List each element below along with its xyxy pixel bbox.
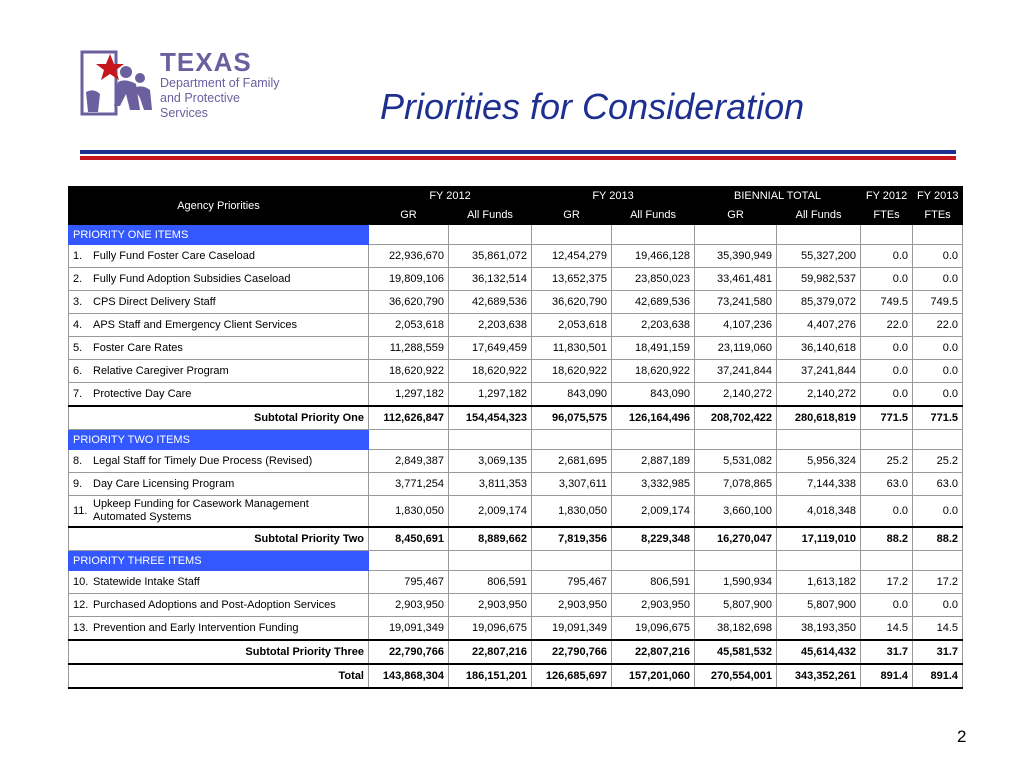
value-cell: 0.0 — [913, 594, 963, 617]
total-value: 186,151,201 — [449, 664, 532, 688]
value-cell: 36,620,790 — [369, 291, 449, 314]
value-cell: 0.0 — [861, 268, 913, 291]
value-cell: 7,078,865 — [695, 473, 777, 496]
value-cell: 0.0 — [861, 337, 913, 360]
section-heading-row — [69, 551, 963, 571]
value-cell: 36,132,514 — [449, 268, 532, 291]
item-number: 3. — [73, 296, 83, 308]
value-cell: 0.0 — [913, 245, 963, 268]
item-label: Protective Day Care — [93, 388, 192, 400]
item-label-cell — [69, 571, 369, 594]
item-label-cell — [69, 450, 369, 473]
value-cell: 0.0 — [861, 245, 913, 268]
value-cell: 2,140,272 — [777, 383, 861, 407]
header-gr: GR — [369, 206, 449, 225]
value-cell: 35,390,949 — [695, 245, 777, 268]
item-label: Foster Care Rates — [93, 342, 183, 354]
table-row — [69, 245, 963, 268]
total-value: 270,554,001 — [695, 664, 777, 688]
value-cell: 19,091,349 — [532, 617, 612, 641]
section-blank-cell — [913, 430, 963, 450]
page-number: 2 — [957, 727, 967, 746]
table-row — [69, 383, 963, 407]
item-label: Statewide Intake Staff — [93, 576, 200, 588]
section-blank-cell — [612, 551, 695, 571]
total-value: 891.4 — [861, 664, 913, 688]
header-all-funds: All Funds — [449, 206, 532, 225]
value-cell: 5,807,900 — [695, 594, 777, 617]
total-value: 891.4 — [913, 664, 963, 688]
item-label-cell — [69, 594, 369, 617]
subtotal-value: 22,790,766 — [369, 640, 449, 664]
value-cell: 0.0 — [913, 337, 963, 360]
logo-line-3: and Protective Services — [160, 91, 240, 120]
item-number: 8. — [73, 455, 83, 467]
value-cell: 42,689,536 — [612, 291, 695, 314]
item-label-cell — [69, 268, 369, 291]
item-label-cell — [69, 337, 369, 360]
dfps-logo — [80, 48, 290, 120]
section-blank-cell — [449, 551, 532, 571]
value-cell: 3,811,353 — [449, 473, 532, 496]
item-label: Legal Staff for Timely Due Process (Revised) — [93, 455, 313, 467]
value-cell: 14.5 — [913, 617, 963, 641]
logo-line-2: Department of Family — [160, 76, 280, 90]
value-cell: 2,903,950 — [612, 594, 695, 617]
value-cell: 2,903,950 — [369, 594, 449, 617]
value-cell: 37,241,844 — [777, 360, 861, 383]
value-cell: 0.0 — [861, 496, 913, 528]
value-cell: 38,193,350 — [777, 617, 861, 641]
subtotal-row — [69, 406, 963, 430]
value-cell: 2,203,638 — [612, 314, 695, 337]
value-cell: 7,144,338 — [777, 473, 861, 496]
subtotal-value: 22,807,216 — [612, 640, 695, 664]
table-row — [69, 496, 963, 528]
header-biennial-total: BIENNIAL TOTAL — [695, 187, 861, 206]
value-cell: 806,591 — [449, 571, 532, 594]
section-blank-cell — [612, 225, 695, 245]
table-row — [69, 450, 963, 473]
value-cell: 4,407,276 — [777, 314, 861, 337]
value-cell: 1,297,182 — [449, 383, 532, 407]
section-blank-cell — [777, 225, 861, 245]
subtotal-value: 22,807,216 — [449, 640, 532, 664]
value-cell: 2,887,189 — [612, 450, 695, 473]
section-blank-cell — [532, 430, 612, 450]
table-row — [69, 473, 963, 496]
subtotal-value: 45,614,432 — [777, 640, 861, 664]
value-cell: 85,379,072 — [777, 291, 861, 314]
logo-line-1: TEXAS — [160, 47, 252, 77]
value-cell: 1,590,934 — [695, 571, 777, 594]
subtotal-value: 8,229,348 — [612, 527, 695, 551]
header-agency-priorities: Agency Priorities — [69, 187, 369, 225]
value-cell: 59,982,537 — [777, 268, 861, 291]
value-cell: 3,069,135 — [449, 450, 532, 473]
subtotal-value: 17,119,010 — [777, 527, 861, 551]
value-cell: 2,903,950 — [532, 594, 612, 617]
item-label: Fully Fund Foster Care Caseload — [93, 250, 256, 262]
item-label: Purchased Adoptions and Post-Adoption Services — [93, 599, 336, 611]
section-heading: PRIORITY ONE ITEMS — [69, 225, 369, 245]
item-label: Prevention and Early Intervention Funding — [93, 622, 299, 634]
section-blank-cell — [861, 551, 913, 571]
value-cell: 17.2 — [861, 571, 913, 594]
value-cell: 18,491,159 — [612, 337, 695, 360]
item-number: 2. — [73, 273, 83, 285]
header-all-funds: All Funds — [612, 206, 695, 225]
section-blank-cell — [913, 225, 963, 245]
subtotal-row — [69, 527, 963, 551]
value-cell: 2,203,638 — [449, 314, 532, 337]
value-cell: 3,660,100 — [695, 496, 777, 528]
total-value: 126,685,697 — [532, 664, 612, 688]
item-label-cell — [69, 314, 369, 337]
value-cell: 19,809,106 — [369, 268, 449, 291]
subtotal-value: 31.7 — [861, 640, 913, 664]
value-cell: 2,903,950 — [449, 594, 532, 617]
section-blank-cell — [369, 225, 449, 245]
value-cell: 22.0 — [861, 314, 913, 337]
item-number: 4. — [73, 319, 83, 331]
item-label-cell — [69, 245, 369, 268]
value-cell: 17.2 — [913, 571, 963, 594]
value-cell: 25.2 — [861, 450, 913, 473]
value-cell: 36,620,790 — [532, 291, 612, 314]
section-blank-cell — [777, 430, 861, 450]
table-row — [69, 571, 963, 594]
value-cell: 795,467 — [532, 571, 612, 594]
value-cell: 4,107,236 — [695, 314, 777, 337]
section-blank-cell — [369, 430, 449, 450]
table-row — [69, 360, 963, 383]
header-fy2013: FY 2013 — [532, 187, 695, 206]
subtotal-value: 126,164,496 — [612, 406, 695, 430]
header-ftes: FTEs — [913, 206, 963, 225]
section-blank-cell — [777, 551, 861, 571]
header-fy2013-fte: FY 2013 — [913, 187, 963, 206]
value-cell: 1,830,050 — [532, 496, 612, 528]
header-gr: GR — [695, 206, 777, 225]
section-blank-cell — [449, 430, 532, 450]
value-cell: 1,830,050 — [369, 496, 449, 528]
value-cell: 11,288,559 — [369, 337, 449, 360]
value-cell: 17,649,459 — [449, 337, 532, 360]
item-label: APS Staff and Emergency Client Services — [93, 319, 298, 331]
subtotal-value: 280,618,819 — [777, 406, 861, 430]
subtotal-label: Subtotal Priority Two — [69, 527, 369, 551]
value-cell: 0.0 — [913, 496, 963, 528]
table-header-row-1 — [69, 187, 963, 206]
section-blank-cell — [913, 551, 963, 571]
value-cell: 0.0 — [913, 268, 963, 291]
total-label: Total — [69, 664, 369, 688]
subtotal-value: 22,790,766 — [532, 640, 612, 664]
value-cell: 36,140,618 — [777, 337, 861, 360]
value-cell: 35,861,072 — [449, 245, 532, 268]
section-blank-cell — [861, 225, 913, 245]
value-cell: 2,009,174 — [612, 496, 695, 528]
value-cell: 55,327,200 — [777, 245, 861, 268]
total-value: 343,352,261 — [777, 664, 861, 688]
value-cell: 73,241,580 — [695, 291, 777, 314]
value-cell: 749.5 — [861, 291, 913, 314]
value-cell: 18,620,922 — [449, 360, 532, 383]
item-label-cell — [69, 360, 369, 383]
value-cell: 843,090 — [532, 383, 612, 407]
subtotal-label: Subtotal Priority Three — [69, 640, 369, 664]
table-row — [69, 314, 963, 337]
value-cell: 42,689,536 — [449, 291, 532, 314]
value-cell: 749.5 — [913, 291, 963, 314]
subtotal-value: 31.7 — [913, 640, 963, 664]
title-rule-red — [80, 156, 956, 160]
item-label: Upkeep Funding for Casework Management Automated Systems — [93, 498, 309, 523]
value-cell: 63.0 — [861, 473, 913, 496]
item-label-cell — [69, 383, 369, 407]
header-ftes: FTEs — [861, 206, 913, 225]
value-cell: 23,850,023 — [612, 268, 695, 291]
section-blank-cell — [695, 430, 777, 450]
value-cell: 2,849,387 — [369, 450, 449, 473]
subtotal-value: 8,450,691 — [369, 527, 449, 551]
item-label: Day Care Licensing Program — [93, 478, 235, 490]
total-row — [69, 664, 963, 688]
value-cell: 3,771,254 — [369, 473, 449, 496]
subtotal-value: 96,075,575 — [532, 406, 612, 430]
value-cell: 19,096,675 — [612, 617, 695, 641]
item-number: 10. — [73, 576, 89, 588]
item-label-cell — [69, 473, 369, 496]
subtotal-value: 112,626,847 — [369, 406, 449, 430]
value-cell: 2,681,695 — [532, 450, 612, 473]
value-cell: 13,652,375 — [532, 268, 612, 291]
value-cell: 5,956,324 — [777, 450, 861, 473]
value-cell: 11,830,501 — [532, 337, 612, 360]
item-number: 13. — [73, 622, 89, 634]
priorities-table — [68, 186, 963, 689]
subtotal-value: 16,270,047 — [695, 527, 777, 551]
section-blank-cell — [612, 430, 695, 450]
value-cell: 3,332,985 — [612, 473, 695, 496]
value-cell: 0.0 — [861, 594, 913, 617]
value-cell: 795,467 — [369, 571, 449, 594]
item-number: 11. — [73, 504, 88, 517]
section-blank-cell — [861, 430, 913, 450]
header-gr: GR — [532, 206, 612, 225]
table-row — [69, 617, 963, 641]
section-heading-row — [69, 430, 963, 450]
value-cell: 0.0 — [861, 383, 913, 407]
subtotal-value: 88.2 — [913, 527, 963, 551]
item-label: Fully Fund Adoption Subsidies Caseload — [93, 273, 291, 285]
total-value: 157,201,060 — [612, 664, 695, 688]
table-row — [69, 337, 963, 360]
value-cell: 14.5 — [861, 617, 913, 641]
value-cell: 19,096,675 — [449, 617, 532, 641]
subtotal-value: 45,581,532 — [695, 640, 777, 664]
value-cell: 33,461,481 — [695, 268, 777, 291]
item-label: CPS Direct Delivery Staff — [93, 296, 216, 308]
table-row — [69, 268, 963, 291]
section-heading-row — [69, 225, 963, 245]
section-blank-cell — [695, 225, 777, 245]
value-cell: 18,620,922 — [369, 360, 449, 383]
value-cell: 2,009,174 — [449, 496, 532, 528]
header-fy2012: FY 2012 — [369, 187, 532, 206]
value-cell: 2,140,272 — [695, 383, 777, 407]
subtotal-label: Subtotal Priority One — [69, 406, 369, 430]
value-cell: 2,053,618 — [369, 314, 449, 337]
section-blank-cell — [369, 551, 449, 571]
value-cell: 23,119,060 — [695, 337, 777, 360]
dfps-logo-mark — [80, 48, 158, 120]
section-blank-cell — [532, 225, 612, 245]
item-number: 7. — [73, 388, 83, 400]
subtotal-value: 154,454,323 — [449, 406, 532, 430]
subtotal-value: 88.2 — [861, 527, 913, 551]
header-fy2012-fte: FY 2012 — [861, 187, 913, 206]
item-number: 1. — [73, 250, 83, 262]
item-label-cell — [69, 617, 369, 641]
item-number: 6. — [73, 365, 83, 377]
value-cell: 1,297,182 — [369, 383, 449, 407]
page-title: Priorities for Consideration — [380, 86, 805, 127]
item-label-cell — [69, 291, 369, 314]
table-row — [69, 594, 963, 617]
section-blank-cell — [449, 225, 532, 245]
value-cell: 4,018,348 — [777, 496, 861, 528]
item-number: 9. — [73, 478, 83, 490]
value-cell: 19,466,128 — [612, 245, 695, 268]
value-cell: 806,591 — [612, 571, 695, 594]
subtotal-value: 7,819,356 — [532, 527, 612, 551]
subtotal-value: 8,889,662 — [449, 527, 532, 551]
value-cell: 63.0 — [913, 473, 963, 496]
value-cell: 22,936,670 — [369, 245, 449, 268]
value-cell: 5,807,900 — [777, 594, 861, 617]
subtotal-value: 771.5 — [913, 406, 963, 430]
section-blank-cell — [695, 551, 777, 571]
value-cell: 0.0 — [861, 360, 913, 383]
section-heading: PRIORITY THREE ITEMS — [69, 551, 369, 571]
item-number: 5. — [73, 342, 83, 354]
subtotal-value: 208,702,422 — [695, 406, 777, 430]
value-cell: 19,091,349 — [369, 617, 449, 641]
section-heading: PRIORITY TWO ITEMS — [69, 430, 369, 450]
table-row — [69, 291, 963, 314]
subtotal-value: 771.5 — [861, 406, 913, 430]
value-cell: 0.0 — [913, 360, 963, 383]
value-cell: 1,613,182 — [777, 571, 861, 594]
item-number: 12. — [73, 599, 89, 611]
value-cell: 18,620,922 — [612, 360, 695, 383]
value-cell: 22.0 — [913, 314, 963, 337]
item-label: Relative Caregiver Program — [93, 365, 229, 377]
value-cell: 12,454,279 — [532, 245, 612, 268]
value-cell: 5,531,082 — [695, 450, 777, 473]
item-label-cell — [69, 496, 369, 528]
subtotal-row — [69, 640, 963, 664]
value-cell: 3,307,611 — [532, 473, 612, 496]
value-cell: 18,620,922 — [532, 360, 612, 383]
value-cell: 25.2 — [913, 450, 963, 473]
value-cell: 2,053,618 — [532, 314, 612, 337]
section-blank-cell — [532, 551, 612, 571]
value-cell: 0.0 — [913, 383, 963, 407]
value-cell: 37,241,844 — [695, 360, 777, 383]
total-value: 143,868,304 — [369, 664, 449, 688]
logo-text — [160, 48, 290, 121]
header-all-funds: All Funds — [777, 206, 861, 225]
value-cell: 843,090 — [612, 383, 695, 407]
value-cell: 38,182,698 — [695, 617, 777, 641]
